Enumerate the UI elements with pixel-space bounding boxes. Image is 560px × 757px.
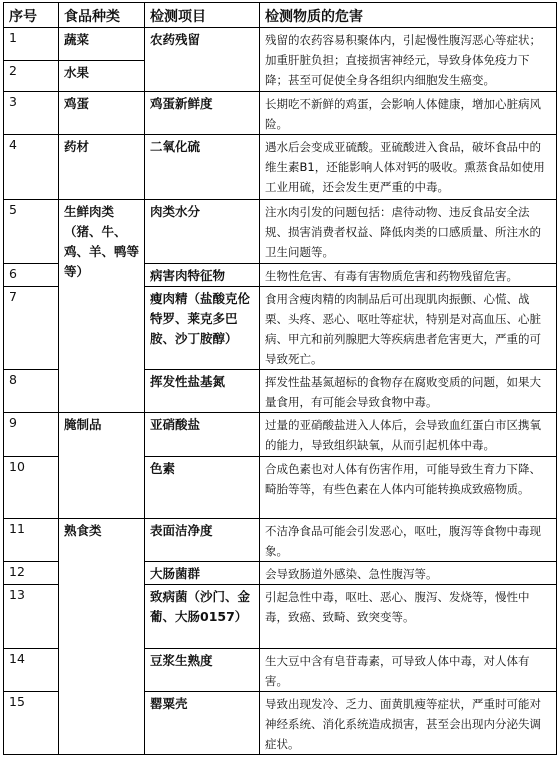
harm-description: 不洁净食品可能会引发恶心，呕吐，腹泻等食物中毒现象。 (260, 519, 557, 562)
row-number: 7 (4, 287, 59, 370)
test-item: 挥发性盐基氮 (145, 370, 260, 413)
test-item: 表面洁净度 (145, 519, 260, 562)
test-item: 农药残留 (145, 28, 260, 92)
row-number: 14 (4, 649, 59, 692)
row-number: 4 (4, 135, 59, 200)
harm-description: 食用含瘦肉精的肉制品后可出现肌肉振颤、心慌、战栗、头疼、恶心、呕吐等症状，特别是对高血压、心脏病、甲亢和前列腺肥大等疾病患者危害更大，严重的可导致死亡。 (260, 287, 557, 370)
food-category: 蔬菜 (59, 28, 145, 61)
table-row (4, 135, 557, 200)
harm-description: 注水肉引发的问题包括：虐待动物、违反食品安全法规、损害消费者权益、降低肉类的口感质量、所注水的卫生问题等。 (260, 200, 557, 264)
row-number: 2 (4, 61, 59, 92)
row-number: 1 (4, 28, 59, 61)
test-item: 色素 (145, 457, 260, 519)
row-number: 6 (4, 264, 59, 287)
header-harm: 检测物质的危害 (260, 3, 557, 28)
test-item: 罂粟壳 (145, 692, 260, 755)
food-category: 腌制品 (59, 413, 145, 519)
table-row (4, 92, 557, 135)
food-category: 药材 (59, 135, 145, 200)
test-item: 豆浆生熟度 (145, 649, 260, 692)
row-number: 8 (4, 370, 59, 413)
test-item: 二氧化硫 (145, 135, 260, 200)
test-item: 亚硝酸盐 (145, 413, 260, 457)
harm-description: 引起急性中毒，呕吐、恶心、腹泻、发烧等，慢性中毒，致癌、致畸、致突变等。 (260, 585, 557, 649)
row-number: 12 (4, 562, 59, 585)
food-safety-table (3, 2, 557, 755)
row-number: 3 (4, 92, 59, 135)
row-number: 9 (4, 413, 59, 457)
row-number: 10 (4, 457, 59, 519)
harm-description: 导致出现发冷、乏力、面黄肌瘦等症状，严重时可能对神经系统、消化系统造成损害，甚至会出现内分泌失调症状。 (260, 692, 557, 755)
test-item: 肉类水分 (145, 200, 260, 264)
test-item: 鸡蛋新鲜度 (145, 92, 260, 135)
food-category: 水果 (59, 61, 145, 92)
harm-description: 过量的亚硝酸盐进入人体后，会导致血红蛋白市区携氧的能力，导致组织缺氧，从而引起机体中毒。 (260, 413, 557, 457)
row-number: 13 (4, 585, 59, 649)
table-row (4, 519, 557, 562)
row-number: 11 (4, 519, 59, 562)
table-row (4, 28, 557, 61)
header-food-type: 食品种类 (59, 3, 145, 28)
food-category: 熟食类 (59, 519, 145, 755)
header-no: 序号 (4, 3, 59, 28)
harm-description: 合成色素也对人体有伤害作用，可能导致生育力下降、畸胎等等，有些色素在人体内可能转换成致癌物质。 (260, 457, 557, 519)
food-category: 鸡蛋 (59, 92, 145, 135)
harm-description: 挥发性盐基氮超标的食物存在腐败变质的问题，如果大量食用，有可能会导致食物中毒。 (260, 370, 557, 413)
row-number: 5 (4, 200, 59, 264)
harm-description: 生物性危害、有毒有害物质危害和药物残留危害。 (260, 264, 557, 287)
test-item: 病害肉特征物 (145, 264, 260, 287)
test-item: 致病菌（沙门、金葡、大肠0157） (145, 585, 260, 649)
header-row (4, 3, 557, 28)
harm-description: 残留的农药容易积聚体内，引起慢性腹泻恶心等症状；加重肝脏负担；直接损害神经元，导致身体免疫力下降；甚至可促使全身各组织内细胞发生癌变。 (260, 28, 557, 92)
header-test-item: 检测项目 (145, 3, 260, 28)
harm-description: 会导致肠道外感染、急性腹泻等。 (260, 562, 557, 585)
test-item: 瘦肉精（盐酸克伦特罗、莱克多巴胺、沙丁胺醇） (145, 287, 260, 370)
table-row (4, 200, 557, 264)
test-item: 大肠菌群 (145, 562, 260, 585)
harm-description: 遇水后会变成亚硫酸。亚硫酸进入食品，破坏食品中的维生素B1，还能影响人体对钙的吸收。熏蒸食品如使用工业用硫，还会发生更严重的中毒。 (260, 135, 557, 200)
table-row (4, 413, 557, 457)
row-number: 15 (4, 692, 59, 755)
food-category: 生鲜肉类（猪、牛、鸡、羊、鸭等等） (59, 200, 145, 413)
harm-description: 长期吃不新鲜的鸡蛋，会影响人体健康，增加心脏病风险。 (260, 92, 557, 135)
harm-description: 生大豆中含有皂苷毒素，可导致人体中毒，对人体有害。 (260, 649, 557, 692)
